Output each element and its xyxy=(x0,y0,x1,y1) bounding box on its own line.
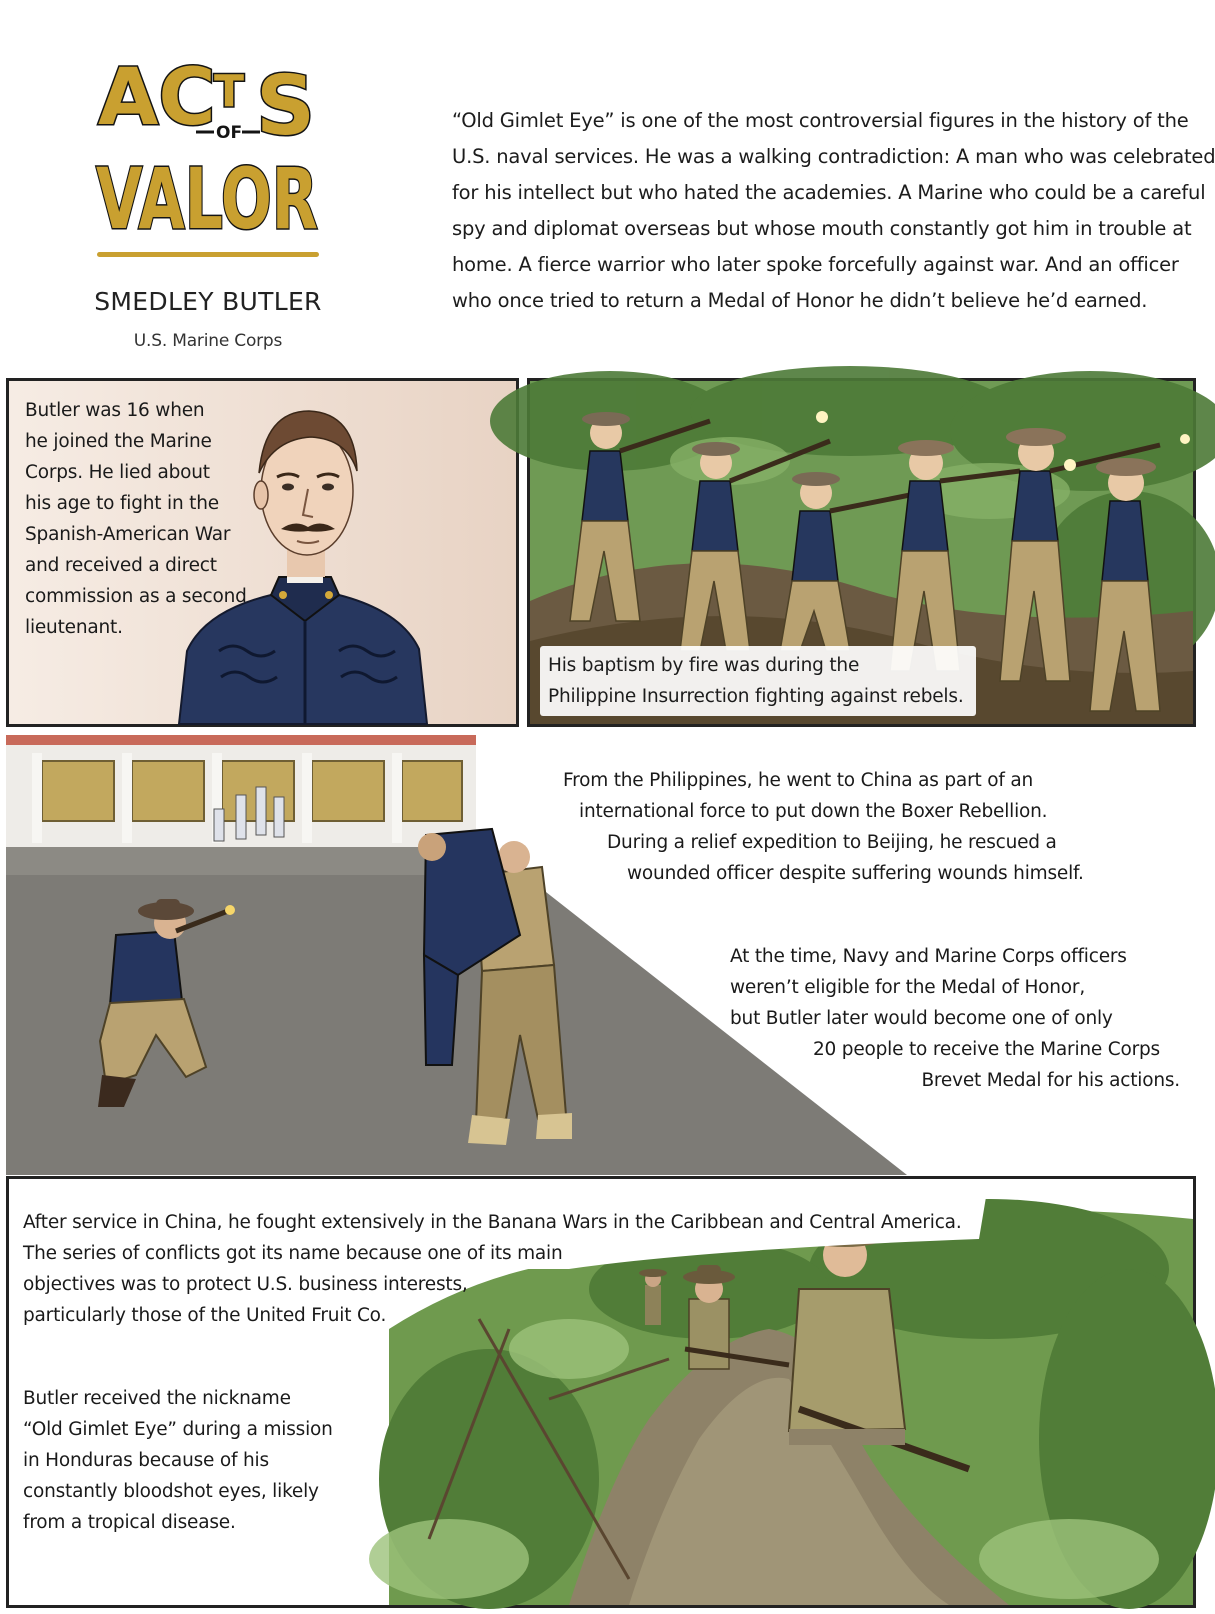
subject-branch: U.S. Marine Corps xyxy=(133,331,283,351)
panel-portrait-text xyxy=(25,395,265,643)
text-line: objectives was to protect U.S. business interests, xyxy=(23,1274,468,1295)
svg-text:T: T xyxy=(214,66,245,117)
svg-text:AC: AC xyxy=(98,53,216,143)
svg-text:VALOR: VALOR xyxy=(96,150,318,248)
text-line: During a relief expedition to Beijing, he rescued a xyxy=(607,832,1057,853)
text-line: but Butler later would become one of only xyxy=(730,1008,1113,1029)
subject-name: SMEDLEY BUTLER xyxy=(94,287,322,316)
intro-line: home. A fierce warrior who later spoke forcefully against war. And an officer xyxy=(452,253,1179,276)
panel-boxer-text-a xyxy=(563,765,1123,889)
panel-boxer-text-b xyxy=(730,941,1180,1096)
text-line: wounded officer despite suffering wounds himself. xyxy=(627,863,1084,884)
text-line: 20 people to receive the Marine Corps xyxy=(812,1039,1160,1060)
svg-text:S: S xyxy=(256,59,316,154)
text-line: The series of conflicts got its name because one of its main xyxy=(23,1243,563,1264)
panel-philippine-caption xyxy=(540,646,976,716)
text-line: and received a direct xyxy=(25,555,217,576)
text-line: “Old Gimlet Eye” during a mission xyxy=(23,1419,333,1440)
caption-line: Philippine Insurrection fighting against rebels. xyxy=(548,686,964,707)
text-line: constantly bloodshot eyes, likely xyxy=(23,1481,319,1502)
text-line: he joined the Marine xyxy=(25,431,212,452)
panel-banana-wars xyxy=(6,1176,1196,1608)
text-line: At the time, Navy and Marine Corps officers xyxy=(730,946,1127,967)
text-line: weren’t eligible for the Medal of Honor, xyxy=(730,977,1085,998)
text-line: in Honduras because of his xyxy=(23,1450,269,1471)
logo-underline xyxy=(97,252,319,257)
text-line: Butler was 16 when xyxy=(25,400,205,421)
intro-line: “Old Gimlet Eye” is one of the most controversial figures in the history of the xyxy=(452,109,1189,132)
text-line: Spanish-American War xyxy=(25,524,231,545)
intro-line: for his intellect but who hated the academies. A Marine who could be a careful xyxy=(452,181,1206,204)
intro-line: who once tried to return a Medal of Honor he didn’t believe he’d earned. xyxy=(452,289,1148,312)
text-line: from a tropical disease. xyxy=(23,1512,236,1533)
text-line: his age to fight in the xyxy=(25,493,219,514)
text-line: Butler received the nickname xyxy=(23,1388,291,1409)
intro-line: spy and diplomat overseas but whose mouth constantly got him in trouble at xyxy=(452,217,1192,240)
text-line: lieutenant. xyxy=(25,617,123,638)
text-line: international force to put down the Boxer Rebellion. xyxy=(579,801,1048,822)
intro-line: U.S. naval services. He was a walking contradiction: A man who was celebrated xyxy=(452,145,1215,168)
panel-philippine-insurrection xyxy=(527,378,1196,727)
intro-paragraph xyxy=(452,103,1215,319)
panel-banana-wars-text-a xyxy=(23,1207,983,1331)
text-line: Brevet Medal for his actions. xyxy=(921,1070,1180,1091)
panel-banana-wars-text-b xyxy=(23,1383,443,1538)
svg-text:OF: OF xyxy=(216,123,243,143)
acts-of-valor-logo xyxy=(96,50,321,260)
text-line: After service in China, he fought extensively in the Banana Wars in the Caribbean and Central America. xyxy=(23,1212,962,1233)
text-line: particularly those of the United Fruit Co. xyxy=(23,1305,387,1326)
caption-line: His baptism by fire was during the xyxy=(548,655,860,676)
text-line: commission as a second xyxy=(25,586,247,607)
text-line: Corps. He lied about xyxy=(25,462,210,483)
text-line: From the Philippines, he went to China as part of an xyxy=(563,770,1033,791)
panel-portrait xyxy=(6,378,519,727)
